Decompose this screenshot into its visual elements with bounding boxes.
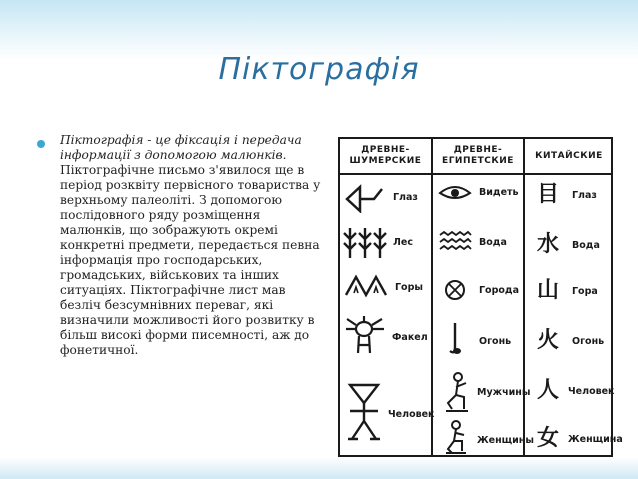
header-line: ДРЕВНЕ- bbox=[453, 145, 503, 155]
chinese-word: Женщина bbox=[568, 434, 623, 445]
sumerian-word: Глаз bbox=[393, 192, 418, 203]
header-chinese bbox=[525, 151, 613, 162]
sumerian-forest-glyph bbox=[342, 225, 388, 259]
bullet-icon bbox=[37, 140, 45, 148]
header-egyptian bbox=[433, 145, 523, 167]
egyptian-men-glyph bbox=[442, 371, 470, 413]
header-sumerian bbox=[340, 145, 431, 167]
header-line: ДРЕВНЕ- bbox=[361, 145, 410, 155]
egyptian-city-glyph bbox=[444, 279, 466, 301]
table-divider bbox=[431, 139, 433, 455]
chinese-char: 女 bbox=[537, 426, 560, 451]
slide-paragraph bbox=[60, 133, 322, 358]
sumerian-word: Горы bbox=[395, 282, 423, 293]
paragraph-body: Піктографічне письмо з'явилося ще в період розквіту первісного товариства у верхньому палеоліті. З допомогою послідовного ряду розміщення малюнків, що зображують окремі конкретні предмети, передається певна інформація про господарських, громадських, військових та інших ситуаціях. Піктографічне лист мав безліч безсумнівних переваг, які визначили можливості його розвитку в більш високі форми писемності, аж до фонетичної. bbox=[60, 163, 321, 357]
sumerian-man-glyph bbox=[344, 381, 384, 441]
table-header-divider bbox=[340, 173, 611, 175]
egyptian-word: Женщины bbox=[477, 435, 534, 446]
chinese-word: Гора bbox=[572, 286, 598, 297]
chinese-word: Огонь bbox=[572, 336, 605, 347]
chinese-char: 水 bbox=[537, 232, 560, 257]
egyptian-word: Мужчины bbox=[477, 387, 531, 398]
chinese-char: 火 bbox=[537, 328, 560, 353]
header-line: КИТАЙСКИЕ bbox=[535, 151, 603, 161]
sumerian-word: Человек bbox=[388, 409, 435, 420]
egyptian-eye-glyph bbox=[438, 183, 472, 203]
paragraph-definition: Піктографія - це фіксація і передача інформації з допомогою малюнків. bbox=[60, 133, 302, 162]
bottom-decor-band bbox=[0, 457, 638, 479]
sumerian-eye-glyph bbox=[344, 183, 384, 213]
egyptian-word: Огонь bbox=[479, 336, 512, 347]
egyptian-word: Видеть bbox=[479, 187, 519, 198]
table-divider bbox=[523, 139, 525, 455]
slide-title: Піктографія bbox=[218, 52, 420, 87]
header-line: ШУМЕРСКИЕ bbox=[349, 156, 422, 166]
sumerian-word: Факел bbox=[392, 332, 428, 343]
egyptian-fire-glyph bbox=[446, 321, 464, 357]
egyptian-word: Города bbox=[479, 285, 519, 296]
chinese-char: 山 bbox=[537, 278, 560, 303]
sumerian-torch-glyph bbox=[344, 315, 386, 355]
pictogram-table bbox=[338, 137, 623, 457]
chinese-word: Человек bbox=[568, 386, 615, 397]
egyptian-women-glyph bbox=[442, 419, 470, 455]
header-line: ЕГИПЕТСКИЕ bbox=[442, 156, 514, 166]
sumerian-word: Лес bbox=[393, 237, 413, 248]
chinese-word: Вода bbox=[572, 240, 600, 251]
egyptian-word: Вода bbox=[479, 237, 507, 248]
sumerian-mountains-glyph bbox=[344, 271, 388, 299]
egyptian-water-glyph bbox=[438, 230, 472, 252]
chinese-char: 目 bbox=[537, 182, 560, 207]
chinese-word: Глаз bbox=[572, 190, 597, 201]
chinese-char: 人 bbox=[537, 378, 560, 403]
top-decor-band bbox=[0, 0, 638, 60]
